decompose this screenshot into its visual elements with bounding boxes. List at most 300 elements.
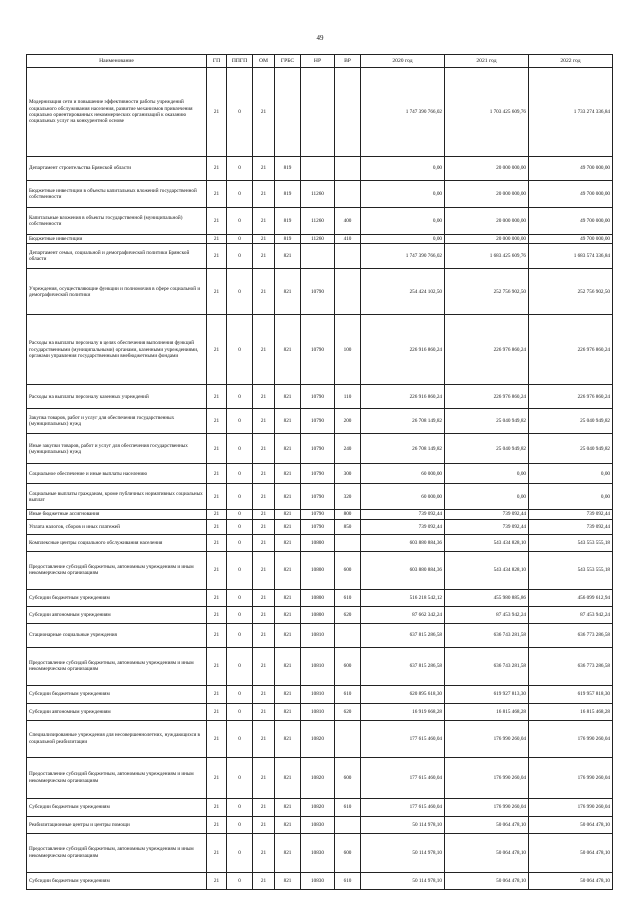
nr-cell: 10790 — [301, 315, 335, 385]
grbs-cell: 821 — [275, 589, 301, 606]
amount-2022-cell: 456 099 612,94 — [529, 589, 613, 606]
amount-2022-cell: 1 683 574 336,84 — [529, 244, 613, 269]
amount-2021-cell: 0,00 — [445, 484, 529, 510]
om-cell: 21 — [253, 208, 275, 235]
amount-2020-cell: 620 895 618,30 — [361, 685, 445, 703]
nr-cell: 10810 — [301, 685, 335, 703]
row-name-cell: Социальные выплаты гражданам, кроме публичных нормативных социальных выплат — [27, 484, 207, 510]
om-cell: 21 — [253, 816, 275, 833]
amount-2022-cell: 543 553 555,18 — [529, 551, 613, 589]
amount-2021-cell: 226 976 860,24 — [445, 315, 529, 385]
om-cell: 21 — [253, 551, 275, 589]
gp-cell: 21 — [207, 798, 227, 816]
amount-2021-cell: 176 990 260,04 — [445, 720, 529, 757]
grbs-cell: 821 — [275, 534, 301, 551]
amount-2022-cell: 0,00 — [529, 484, 613, 510]
row-name-cell: Модернизация сети и повышение эффективности работы учреждений социального обслуживания населения, развитие механизмов привлечения социально ориентированных некоммерческих организаций к оказанию социальных услуг на конкурентной основе — [27, 68, 207, 157]
vr-cell — [335, 816, 361, 833]
nr-cell: 10810 — [301, 623, 335, 647]
vr-cell: 320 — [335, 484, 361, 510]
nr-cell — [301, 244, 335, 269]
amount-2020-cell: 50 114 978,10 — [361, 833, 445, 872]
vr-cell: 600 — [335, 833, 361, 872]
om-cell: 21 — [253, 157, 275, 181]
amount-2020-cell: 516 218 542,12 — [361, 589, 445, 606]
amount-2020-cell: 16 919 668,28 — [361, 703, 445, 720]
gp-cell: 21 — [207, 720, 227, 757]
amount-2022-cell: 176 990 260,04 — [529, 720, 613, 757]
ppgp-cell: 0 — [227, 816, 253, 833]
vr-cell: 400 — [335, 208, 361, 235]
vr-cell: 610 — [335, 685, 361, 703]
om-cell: 21 — [253, 385, 275, 409]
amount-2020-cell: 50 114 978,10 — [361, 872, 445, 889]
ppgp-cell: 0 — [227, 798, 253, 816]
om-cell: 21 — [253, 464, 275, 484]
table-row — [27, 872, 613, 889]
vr-cell: 610 — [335, 589, 361, 606]
col-header-2022: 2022 год — [529, 55, 613, 68]
gp-cell: 21 — [207, 589, 227, 606]
gp-cell: 21 — [207, 519, 227, 534]
row-name-cell: Предоставление субсидий бюджетным, автономным учреждениям и иным некоммерческим организациям — [27, 757, 207, 798]
amount-2020-cell: 177 615 460,04 — [361, 798, 445, 816]
table-header-row — [27, 55, 613, 68]
gp-cell: 21 — [207, 551, 227, 589]
row-name-cell: Субсидии бюджетным учреждениям — [27, 872, 207, 889]
col-header-gp: ГП — [207, 55, 227, 68]
vr-cell — [335, 244, 361, 269]
amount-2020-cell: 50 114 978,10 — [361, 816, 445, 833]
table-row — [27, 484, 613, 510]
grbs-cell: 821 — [275, 315, 301, 385]
vr-cell — [335, 269, 361, 315]
vr-cell: 620 — [335, 703, 361, 720]
row-name-cell: Социальное обеспечение и иные выплаты населению — [27, 464, 207, 484]
vr-cell — [335, 623, 361, 647]
grbs-cell: 821 — [275, 484, 301, 510]
nr-cell: 10790 — [301, 385, 335, 409]
grbs-cell: 821 — [275, 551, 301, 589]
amount-2021-cell: 20 000 000,00 — [445, 157, 529, 181]
grbs-cell: 819 — [275, 157, 301, 181]
row-name-cell: Уплата налогов, сборов и иных платежей — [27, 519, 207, 534]
amount-2022-cell: 0,00 — [529, 464, 613, 484]
row-name-cell: Расходы на выплаты персоналу казенных учреждений — [27, 385, 207, 409]
row-name-cell: Закупка товаров, работ и услуг для обеспечения государственных (муниципальных) нужд — [27, 409, 207, 434]
budget-table — [26, 54, 613, 890]
amount-2022-cell: 1 733 274 336,84 — [529, 68, 613, 157]
gp-cell: 21 — [207, 464, 227, 484]
gp-cell: 21 — [207, 385, 227, 409]
table-row — [27, 208, 613, 235]
ppgp-cell: 0 — [227, 208, 253, 235]
gp-cell: 21 — [207, 703, 227, 720]
row-name-cell: Субсидии бюджетным учреждениям — [27, 798, 207, 816]
nr-cell: 10830 — [301, 872, 335, 889]
om-cell: 21 — [253, 606, 275, 623]
vr-cell: 610 — [335, 872, 361, 889]
grbs-cell: 819 — [275, 181, 301, 208]
row-name-cell: Субсидии автономным учреждениям — [27, 703, 207, 720]
amount-2020-cell: 637 815 286,58 — [361, 647, 445, 685]
grbs-cell: 821 — [275, 606, 301, 623]
om-cell: 21 — [253, 798, 275, 816]
om-cell: 21 — [253, 647, 275, 685]
amount-2022-cell: 49 700 000,00 — [529, 235, 613, 244]
table-row — [27, 551, 613, 589]
amount-2020-cell: 603 880 884,36 — [361, 551, 445, 589]
nr-cell: 11260 — [301, 181, 335, 208]
nr-cell: 10810 — [301, 703, 335, 720]
ppgp-cell: 0 — [227, 484, 253, 510]
vr-cell — [335, 68, 361, 157]
grbs-cell: 819 — [275, 235, 301, 244]
amount-2021-cell: 636 743 281,58 — [445, 647, 529, 685]
table-row — [27, 519, 613, 534]
row-name-cell: Комплексные центры социального обслуживания населения — [27, 534, 207, 551]
om-cell: 21 — [253, 434, 275, 464]
gp-cell: 21 — [207, 833, 227, 872]
row-name-cell: Расходы на выплаты персоналу в целях обеспечения выполнения функций государственными (муниципальными) органами, казенными учреждениями, органами управления государственными внебюджетными фондами — [27, 315, 207, 385]
amount-2022-cell: 739 092,44 — [529, 519, 613, 534]
amount-2020-cell: 1 747 390 766,02 — [361, 244, 445, 269]
amount-2022-cell: 252 756 902,50 — [529, 269, 613, 315]
amount-2021-cell: 636 743 281,58 — [445, 623, 529, 647]
om-cell: 21 — [253, 409, 275, 434]
om-cell: 21 — [253, 269, 275, 315]
gp-cell: 21 — [207, 816, 227, 833]
gp-cell: 21 — [207, 434, 227, 464]
nr-cell: 10790 — [301, 510, 335, 519]
grbs-cell: 819 — [275, 208, 301, 235]
row-name-cell: Специализированные учреждения для несовершеннолетних, нуждающихся в социальной реабилитации — [27, 720, 207, 757]
amount-2021-cell: 543 434 828,10 — [445, 534, 529, 551]
nr-cell: 10800 — [301, 551, 335, 589]
om-cell: 21 — [253, 534, 275, 551]
nr-cell: 10790 — [301, 409, 335, 434]
grbs-cell: 821 — [275, 647, 301, 685]
om-cell: 21 — [253, 484, 275, 510]
om-cell: 21 — [253, 244, 275, 269]
om-cell: 21 — [253, 68, 275, 157]
gp-cell: 21 — [207, 606, 227, 623]
om-cell: 21 — [253, 720, 275, 757]
table-row — [27, 269, 613, 315]
amount-2021-cell: 20 000 000,00 — [445, 181, 529, 208]
gp-cell: 21 — [207, 208, 227, 235]
gp-cell: 21 — [207, 68, 227, 157]
amount-2022-cell: 50 064 478,10 — [529, 872, 613, 889]
om-cell: 21 — [253, 872, 275, 889]
amount-2020-cell: 0,00 — [361, 208, 445, 235]
ppgp-cell: 0 — [227, 315, 253, 385]
table-row — [27, 757, 613, 798]
nr-cell: 10830 — [301, 816, 335, 833]
amount-2021-cell: 176 990 260,04 — [445, 757, 529, 798]
om-cell: 21 — [253, 510, 275, 519]
col-header-vr: ВР — [335, 55, 361, 68]
table-row — [27, 434, 613, 464]
amount-2022-cell: 226 976 860,24 — [529, 385, 613, 409]
table-row — [27, 798, 613, 816]
amount-2021-cell: 25 040 949,82 — [445, 434, 529, 464]
row-name-cell: Субсидии бюджетным учреждениям — [27, 685, 207, 703]
om-cell: 21 — [253, 315, 275, 385]
om-cell: 21 — [253, 623, 275, 647]
amount-2022-cell: 636 773 286,58 — [529, 623, 613, 647]
grbs-cell: 821 — [275, 685, 301, 703]
grbs-cell: 821 — [275, 409, 301, 434]
ppgp-cell: 0 — [227, 385, 253, 409]
amount-2021-cell: 176 990 260,04 — [445, 798, 529, 816]
col-header-ppgp: ППГП — [227, 55, 253, 68]
nr-cell: 10790 — [301, 484, 335, 510]
grbs-cell: 821 — [275, 269, 301, 315]
ppgp-cell: 0 — [227, 534, 253, 551]
vr-cell: 600 — [335, 551, 361, 589]
vr-cell: 600 — [335, 647, 361, 685]
ppgp-cell: 0 — [227, 235, 253, 244]
gp-cell: 21 — [207, 235, 227, 244]
col-header-2021: 2021 год — [445, 55, 529, 68]
amount-2020-cell: 26 708 149,82 — [361, 434, 445, 464]
amount-2020-cell: 739 092,44 — [361, 519, 445, 534]
gp-cell: 21 — [207, 181, 227, 208]
ppgp-cell: 0 — [227, 510, 253, 519]
table-row — [27, 181, 613, 208]
grbs-cell: 821 — [275, 816, 301, 833]
amount-2021-cell: 739 092,44 — [445, 510, 529, 519]
amount-2022-cell: 619 957 818,30 — [529, 685, 613, 703]
grbs-cell: 821 — [275, 833, 301, 872]
grbs-cell: 821 — [275, 720, 301, 757]
om-cell: 21 — [253, 757, 275, 798]
nr-cell: 10790 — [301, 464, 335, 484]
table-row — [27, 409, 613, 434]
table-row — [27, 816, 613, 833]
grbs-cell: 821 — [275, 385, 301, 409]
col-header-name: Наименование — [27, 55, 207, 68]
amount-2022-cell: 50 064 478,10 — [529, 816, 613, 833]
om-cell: 21 — [253, 703, 275, 720]
amount-2022-cell: 25 040 949,82 — [529, 434, 613, 464]
amount-2020-cell: 60 000,00 — [361, 464, 445, 484]
om-cell: 21 — [253, 235, 275, 244]
gp-cell: 21 — [207, 534, 227, 551]
amount-2022-cell: 636 773 286,58 — [529, 647, 613, 685]
ppgp-cell: 0 — [227, 623, 253, 647]
grbs-cell: 821 — [275, 510, 301, 519]
amount-2021-cell: 619 927 813,30 — [445, 685, 529, 703]
vr-cell: 800 — [335, 510, 361, 519]
table-row — [27, 685, 613, 703]
om-cell: 21 — [253, 181, 275, 208]
amount-2021-cell: 1 703 425 609,76 — [445, 68, 529, 157]
vr-cell — [335, 534, 361, 551]
col-header-grbs: ГРБС — [275, 55, 301, 68]
amount-2020-cell: 60 000,00 — [361, 484, 445, 510]
grbs-cell: 821 — [275, 464, 301, 484]
amount-2020-cell: 87 662 342,24 — [361, 606, 445, 623]
amount-2020-cell: 226 916 860,24 — [361, 315, 445, 385]
amount-2021-cell: 50 064 478,10 — [445, 816, 529, 833]
nr-cell — [301, 157, 335, 181]
row-name-cell: Капитальные вложения в объекты государственной (муниципальной) собственности — [27, 208, 207, 235]
amount-2021-cell: 87 453 942,24 — [445, 606, 529, 623]
nr-cell: 10820 — [301, 798, 335, 816]
row-name-cell: Стационарные социальные учреждения — [27, 623, 207, 647]
amount-2020-cell: 0,00 — [361, 235, 445, 244]
amount-2020-cell: 0,00 — [361, 157, 445, 181]
vr-cell — [335, 157, 361, 181]
gp-cell: 21 — [207, 623, 227, 647]
table-row — [27, 833, 613, 872]
om-cell: 21 — [253, 833, 275, 872]
amount-2021-cell: 20 000 000,00 — [445, 235, 529, 244]
ppgp-cell: 0 — [227, 703, 253, 720]
amount-2022-cell: 543 553 555,18 — [529, 534, 613, 551]
vr-cell: 240 — [335, 434, 361, 464]
amount-2020-cell: 603 880 884,36 — [361, 534, 445, 551]
nr-cell: 11260 — [301, 235, 335, 244]
amount-2022-cell: 87 453 942,24 — [529, 606, 613, 623]
grbs-cell: 821 — [275, 623, 301, 647]
row-name-cell: Субсидии бюджетным учреждениям — [27, 589, 207, 606]
ppgp-cell: 0 — [227, 434, 253, 464]
ppgp-cell: 0 — [227, 519, 253, 534]
table-row — [27, 235, 613, 244]
amount-2020-cell: 0,00 — [361, 181, 445, 208]
grbs-cell: 821 — [275, 798, 301, 816]
amount-2022-cell: 739 092,44 — [529, 510, 613, 519]
vr-cell: 300 — [335, 464, 361, 484]
table-row — [27, 589, 613, 606]
ppgp-cell: 0 — [227, 647, 253, 685]
amount-2021-cell: 543 434 828,10 — [445, 551, 529, 589]
om-cell: 21 — [253, 589, 275, 606]
vr-cell — [335, 181, 361, 208]
amount-2021-cell: 20 000 000,00 — [445, 208, 529, 235]
nr-cell: 10820 — [301, 757, 335, 798]
table-row — [27, 315, 613, 385]
table-row — [27, 703, 613, 720]
ppgp-cell: 0 — [227, 606, 253, 623]
nr-cell: 11260 — [301, 208, 335, 235]
table-row — [27, 385, 613, 409]
vr-cell: 110 — [335, 385, 361, 409]
ppgp-cell: 0 — [227, 464, 253, 484]
grbs-cell: 821 — [275, 519, 301, 534]
nr-cell: 10810 — [301, 647, 335, 685]
amount-2020-cell: 1 747 390 766,02 — [361, 68, 445, 157]
gp-cell: 21 — [207, 685, 227, 703]
gp-cell: 21 — [207, 244, 227, 269]
amount-2021-cell: 252 756 902,50 — [445, 269, 529, 315]
nr-cell: 10800 — [301, 606, 335, 623]
gp-cell: 21 — [207, 409, 227, 434]
table-row — [27, 720, 613, 757]
col-header-nr: НР — [301, 55, 335, 68]
ppgp-cell: 0 — [227, 589, 253, 606]
table-row — [27, 534, 613, 551]
amount-2021-cell: 16 815 468,28 — [445, 703, 529, 720]
table-row — [27, 157, 613, 181]
amount-2021-cell: 50 064 478,10 — [445, 872, 529, 889]
om-cell: 21 — [253, 519, 275, 534]
row-name-cell: Иные бюджетные ассигнования — [27, 510, 207, 519]
row-name-cell: Предоставление субсидий бюджетным, автономным учреждениям и иным некоммерческим организациям — [27, 833, 207, 872]
vr-cell: 850 — [335, 519, 361, 534]
vr-cell: 600 — [335, 757, 361, 798]
nr-cell: 10830 — [301, 833, 335, 872]
amount-2021-cell: 25 040 949,82 — [445, 409, 529, 434]
nr-cell: 10800 — [301, 589, 335, 606]
ppgp-cell: 0 — [227, 244, 253, 269]
ppgp-cell: 0 — [227, 68, 253, 157]
om-cell: 21 — [253, 685, 275, 703]
amount-2022-cell: 49 700 000,00 — [529, 208, 613, 235]
row-name-cell: Департамент строительства Брянской области — [27, 157, 207, 181]
gp-cell: 21 — [207, 872, 227, 889]
ppgp-cell: 0 — [227, 409, 253, 434]
row-name-cell: Бюджетные инвестиции в объекты капитальных вложений государственной собственности — [27, 181, 207, 208]
grbs-cell: 821 — [275, 703, 301, 720]
amount-2022-cell: 49 700 000,00 — [529, 181, 613, 208]
amount-2020-cell: 637 815 286,58 — [361, 623, 445, 647]
row-name-cell: Департамент семьи, социальной и демографической политики Брянской области — [27, 244, 207, 269]
amount-2022-cell: 25 040 949,82 — [529, 409, 613, 434]
ppgp-cell: 0 — [227, 269, 253, 315]
row-name-cell: Иные закупки товаров, работ и услуг для обеспечения государственных (муниципальных) нужд — [27, 434, 207, 464]
ppgp-cell: 0 — [227, 551, 253, 589]
grbs-cell — [275, 68, 301, 157]
amount-2020-cell: 254 424 102,50 — [361, 269, 445, 315]
gp-cell: 21 — [207, 315, 227, 385]
page-number: 49 — [316, 34, 324, 42]
ppgp-cell: 0 — [227, 757, 253, 798]
nr-cell — [301, 68, 335, 157]
vr-cell: 200 — [335, 409, 361, 434]
vr-cell: 410 — [335, 235, 361, 244]
vr-cell — [335, 720, 361, 757]
amount-2022-cell: 176 990 260,04 — [529, 798, 613, 816]
col-header-om: ОМ — [253, 55, 275, 68]
amount-2021-cell: 0,00 — [445, 464, 529, 484]
table-row — [27, 606, 613, 623]
gp-cell: 21 — [207, 157, 227, 181]
nr-cell: 10790 — [301, 519, 335, 534]
amount-2020-cell: 26 708 149,82 — [361, 409, 445, 434]
amount-2022-cell: 16 815 468,28 — [529, 703, 613, 720]
ppgp-cell: 0 — [227, 685, 253, 703]
gp-cell: 21 — [207, 269, 227, 315]
amount-2022-cell: 176 990 260,04 — [529, 757, 613, 798]
amount-2021-cell: 50 064 478,10 — [445, 833, 529, 872]
vr-cell: 620 — [335, 606, 361, 623]
grbs-cell: 821 — [275, 434, 301, 464]
nr-cell: 10790 — [301, 269, 335, 315]
table-row — [27, 464, 613, 484]
table-row — [27, 68, 613, 157]
ppgp-cell: 0 — [227, 720, 253, 757]
amount-2022-cell: 226 976 860,24 — [529, 315, 613, 385]
row-name-cell: Учреждения, осуществляющие функции и полномочия в сфере социальной и демографической политики — [27, 269, 207, 315]
grbs-cell: 821 — [275, 244, 301, 269]
amount-2020-cell: 177 615 460,04 — [361, 720, 445, 757]
amount-2021-cell: 739 092,44 — [445, 519, 529, 534]
amount-2020-cell: 177 615 460,04 — [361, 757, 445, 798]
